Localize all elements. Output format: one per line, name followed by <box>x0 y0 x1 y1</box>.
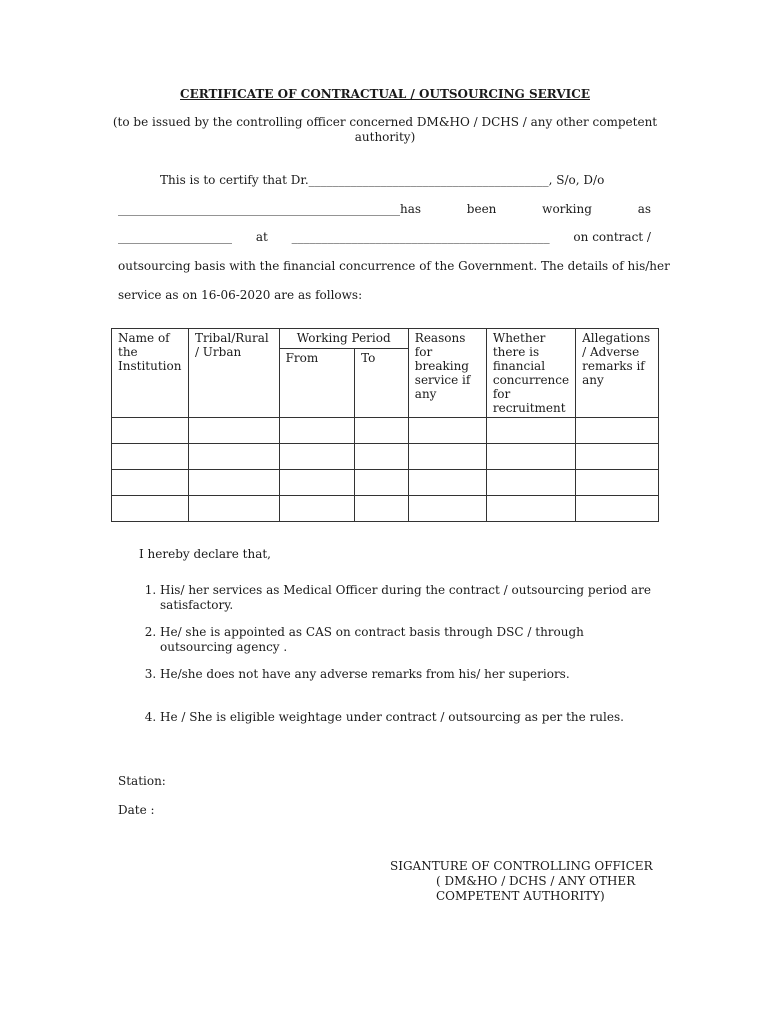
name-blank: _______________________________________________has <box>118 202 422 216</box>
word-been: been <box>466 202 497 216</box>
table-cell[interactable] <box>112 470 189 496</box>
header-tribal-rural-urban: Tribal/Rural / Urban <box>188 329 279 418</box>
table-cell[interactable] <box>576 496 659 522</box>
table-cell[interactable] <box>486 496 575 522</box>
certify-line-1: This is to certify that Dr.________________________________________, S/o, D/o <box>160 173 605 187</box>
table-cell[interactable] <box>486 418 575 444</box>
certify-line-2 <box>118 202 651 216</box>
table-cell[interactable] <box>279 418 354 444</box>
place-blank: ___________________________________________ <box>291 230 550 244</box>
table-cell[interactable] <box>279 470 354 496</box>
date-label: Date : <box>118 803 155 817</box>
certify-line-3 <box>118 230 651 244</box>
declaration-list <box>120 583 660 725</box>
station-label: Station: <box>118 774 166 788</box>
declaration-item: 1. His/ her services as Medical Officer during the contract / outsourcing period are satisfactory. <box>160 583 660 613</box>
document-title: CERTIFICATE OF CONTRACTUAL / OUTSOURCING SERVICE <box>180 87 590 101</box>
table-cell[interactable] <box>486 470 575 496</box>
table-cell[interactable] <box>279 444 354 470</box>
word-as: as <box>637 202 651 216</box>
word-at: at <box>255 230 268 244</box>
table-cell[interactable] <box>188 418 279 444</box>
table-cell[interactable] <box>408 470 486 496</box>
table-cell[interactable] <box>576 418 659 444</box>
document-subtitle: (to be issued by the controlling officer concerned DM&HO / DCHS / any other competent authority) <box>112 115 658 144</box>
certify-line-4: outsourcing basis with the financial concurrence of the Government. The details of his/her <box>118 259 670 273</box>
table-cell[interactable] <box>576 444 659 470</box>
declaration-intro: I hereby declare that, <box>139 547 271 561</box>
table-cell[interactable] <box>112 418 189 444</box>
table-cell[interactable] <box>188 470 279 496</box>
word-on-contract: on contract / <box>573 230 651 244</box>
signature-line-2: ( DM&HO / DCHS / ANY OTHER <box>436 874 636 888</box>
table-cell[interactable] <box>408 496 486 522</box>
table-cell[interactable] <box>112 444 189 470</box>
table-row <box>112 444 659 470</box>
declaration-item: 3. He/she does not have any adverse remarks from his/ her superiors. <box>160 667 660 682</box>
header-reasons: Reasons for breaking service if any <box>408 329 486 418</box>
header-allegations: Allegations / Adverse remarks if any <box>576 329 659 418</box>
table-cell[interactable] <box>188 496 279 522</box>
signature-line-3: COMPETENT AUTHORITY) <box>436 889 605 903</box>
table-cell[interactable] <box>355 496 409 522</box>
signature-block <box>390 859 653 904</box>
header-working-period: Working Period <box>279 329 408 349</box>
table-cell[interactable] <box>576 470 659 496</box>
table-cell[interactable] <box>408 444 486 470</box>
header-financial-concurrence: Whether there is financial concurrence for recruitment <box>486 329 575 418</box>
table-cell[interactable] <box>188 444 279 470</box>
table-row <box>112 470 659 496</box>
word-working: working <box>542 202 592 216</box>
declaration-item: 2. He/ she is appointed as CAS on contract basis through DSC / through outsourcing agency . <box>160 625 660 655</box>
table-cell[interactable] <box>112 496 189 522</box>
header-from: From <box>279 348 354 417</box>
header-to: To <box>355 348 409 417</box>
table-cell[interactable] <box>279 496 354 522</box>
table-cell[interactable] <box>355 444 409 470</box>
table-cell[interactable] <box>355 418 409 444</box>
signature-line-1: SIGANTURE OF CONTROLLING OFFICER <box>390 859 653 873</box>
header-institution: Name of the Institution <box>112 329 189 418</box>
table-cell[interactable] <box>355 470 409 496</box>
table-cell[interactable] <box>408 418 486 444</box>
table-row <box>112 496 659 522</box>
table-cell[interactable] <box>486 444 575 470</box>
table-row <box>112 418 659 444</box>
service-details-table <box>111 328 659 522</box>
declaration-item: 4. He / She is eligible weightage under contract / outsourcing as per the rules. <box>160 710 660 725</box>
designation-blank: ___________________ <box>118 230 232 244</box>
certify-line-5: service as on 16-06-2020 are as follows: <box>118 288 363 302</box>
